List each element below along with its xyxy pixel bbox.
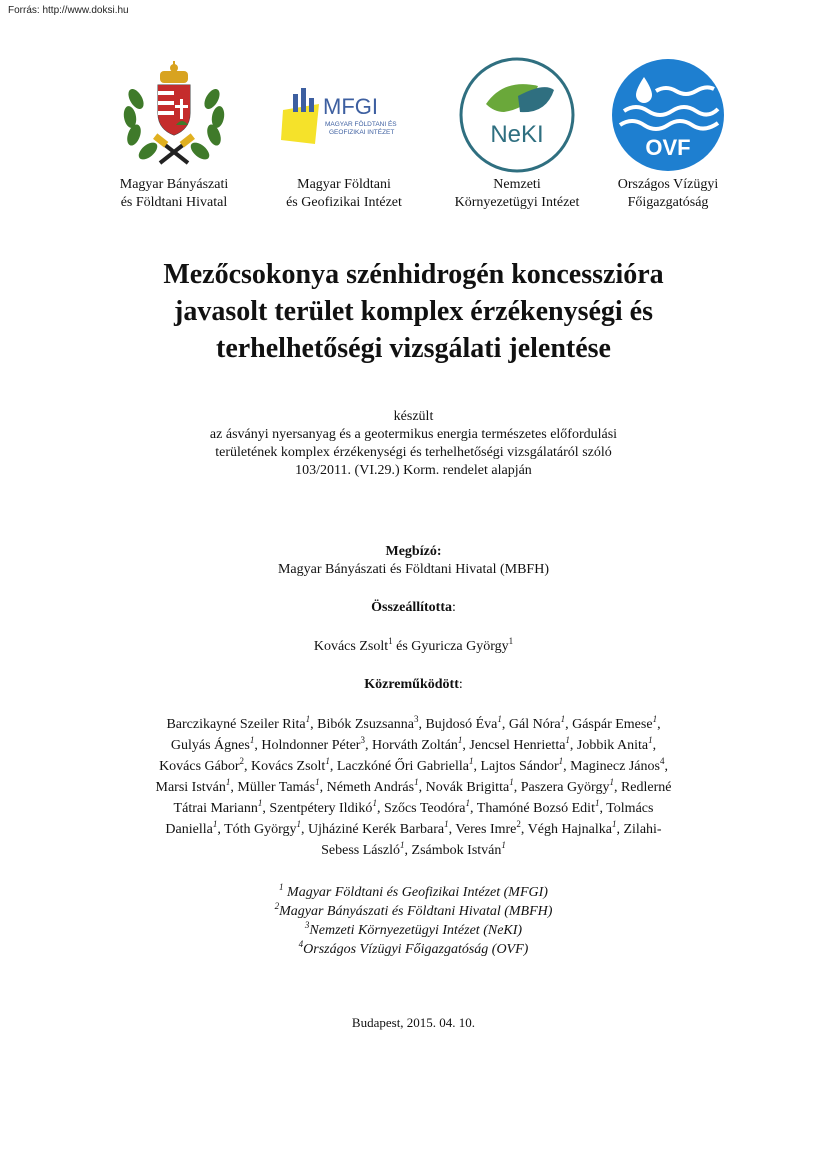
contributor-name: Végh Hajnalka [527, 822, 612, 837]
mfgi-logo [268, 56, 420, 174]
client-section [80, 543, 747, 579]
affiliation-mark: 1 [565, 735, 570, 745]
affiliation-mark: 1 [249, 735, 255, 745]
affiliation-mark: 1 [509, 777, 514, 787]
affiliation-mark: 1 [325, 756, 330, 766]
affiliation-item: $^4$Országos Vízügyi Főigazgatóság (OVF) [298, 939, 529, 957]
contributor-name: Müller Tamás [237, 780, 316, 795]
contributor-name: Kovács Gábor [159, 759, 240, 774]
contributor-name: Barczikayné Szeiler Rita [166, 717, 306, 732]
client-label: Megbízó: [385, 544, 442, 559]
contributor-name: Horváth Zoltán [371, 738, 458, 753]
contributor-name: Holndonner Péter [261, 738, 361, 753]
affiliation-mark: 1 [465, 798, 471, 808]
source-note: Forrás: http://www.doksi.hu [8, 5, 129, 16]
affiliation-mark: 1 [444, 819, 449, 829]
affiliation-mark: 2 [239, 756, 245, 766]
contributors-line: Daniella$^1$, Tóth György$^1$, Ujháziné Kerék Barbara$^1$, Veres Imre$^2$, Végh Hajnalka$^1$, Zilahi- [165, 819, 662, 837]
affiliation-mark: 1 [257, 798, 263, 808]
affiliation-mark: 3 [360, 735, 365, 745]
contributor-name: Tóth György [224, 822, 297, 837]
affiliation-mark: 1 [305, 714, 311, 724]
made-line: 103/2011. (VI.29.) Korm. rendelet alapján [295, 463, 532, 478]
affiliation-mark: 2 [516, 819, 521, 829]
contributor-name: Laczkóné Őri Gabriella [336, 759, 469, 774]
made-line: készült [393, 409, 434, 424]
contributor-name: Bujdosó Éva [425, 717, 498, 732]
contributor-name: Szentpétery Ildikó [269, 801, 373, 816]
affiliation-mark: 1 [296, 819, 302, 829]
affiliation-mark: 4 [659, 756, 665, 766]
affiliation-mark: 1 [648, 735, 653, 745]
mfgi-logo-sub1: MAGYAR FÖLDTANI ÉS [325, 121, 397, 128]
org-mfgi [268, 56, 420, 212]
contributor-name: Zsámbok István [411, 843, 502, 858]
contributor-name: Redlerné [620, 780, 672, 795]
org-name-line1: Országos Vízügyi [617, 177, 719, 192]
compiled-label: Összeállította [371, 600, 452, 615]
compiled-authors: Kovács Zsolt$^1$ és Gyuricza György$^1$ [313, 636, 514, 654]
contributor-name: Zilahi- [623, 822, 662, 837]
mfgi-logo-sub2: GEOFIZIKAI INTÉZET [329, 129, 395, 136]
affiliation-mark: 1 [414, 777, 419, 787]
contributor-name: Szőcs Teodóra [383, 801, 466, 816]
org-name-line1: Nemzeti [493, 177, 541, 192]
client-value: Magyar Bányászati és Földtani Hivatal (MBFH) [277, 562, 549, 577]
affiliation-mark: 1 [501, 840, 506, 850]
affiliation-mark: 3 [413, 714, 419, 724]
contributor-name: Tolmács [606, 801, 654, 816]
affiliation-mark: 1 [558, 756, 564, 766]
contributor-name: Maginecz János [570, 759, 660, 774]
contributor-name: Marsi István [155, 780, 226, 795]
affiliation-mark: 1 [457, 735, 463, 745]
mfgi-logo-text: MFGI [323, 94, 378, 119]
made-line: az ásványi nyersanyag és a geotermikus energia természetes előfordulási [209, 427, 618, 442]
affiliation-mark: 1 [497, 714, 502, 724]
affiliation-mark: 1 [560, 714, 566, 724]
contributor-name: Jencsel Henrietta [469, 738, 566, 753]
contributor-name: Jobbik Anita [576, 738, 649, 753]
contributors-list [96, 714, 731, 861]
ovf-logo [600, 56, 736, 174]
affiliation-mark: 1 [212, 819, 218, 829]
title-line: terhelhetőségi vizsgálati jelentése [216, 333, 611, 364]
affiliation-mark: 1 [652, 714, 658, 724]
contributor-name: Németh András [326, 780, 415, 795]
contributor-name: Daniella [165, 822, 213, 837]
contributors-line: Kovács Gábor$^2$, Kovács Zsolt$^1$, Laczkóné Őri Gabriella$^1$, Lajtos Sándor$^1$, Maginecz János$^4$, [159, 756, 668, 774]
contributors-line: Barczikayné Szeiler Rita$^1$, Bibók Zsuzsanna$^3$, Bujdosó Éva$^1$, Gál Nóra$^1$, Gáspár Emese$^1$, [166, 714, 661, 732]
org-ovf [600, 56, 736, 212]
prepared-under-text [100, 408, 727, 480]
contributed-label: Közreműködött [364, 677, 459, 692]
author-name: Gyuricza György [411, 639, 509, 654]
contributor-name: Kovács Zsolt [251, 759, 326, 774]
ovf-logo-text: OVF [645, 135, 691, 160]
author-name: Kovács Zsolt [313, 639, 389, 654]
affiliation-mark: 1 [225, 777, 231, 787]
contributor-name: Lajtos Sándor [480, 759, 559, 774]
affiliation-mark: 1 [315, 777, 320, 787]
affiliation-item: $^2$Magyar Bányászati és Földtani Hivatal (MBFH) [274, 901, 553, 919]
contributor-name: Gál Nóra [508, 717, 561, 732]
affiliation-mark: 1 [611, 819, 617, 829]
contributor-name: Paszera György [520, 780, 610, 795]
org-name-line2: és Geofizikai Intézet [286, 195, 402, 210]
org-neki [438, 56, 596, 212]
contributors-line: Tátrai Mariann$^1$, Szentpétery Ildikó$^1$, Szőcs Teodóra$^1$, Thamóné Bozsó Edit$^1$, Tolmács [173, 798, 654, 816]
contributor-name: Bibók Zsuzsanna [317, 717, 414, 732]
org-name-line2: Környezetügyi Intézet [454, 195, 580, 210]
contributor-name: Sebess László [321, 843, 401, 858]
org-name-line2: és Földtani Hivatal [120, 195, 228, 210]
org-name-line1: Magyar Bányászati [119, 177, 229, 192]
contributors-line: Marsi István$^1$, Müller Tamás$^1$, Németh András$^1$, Novák Brigitta$^1$, Paszera György$^1$, Redlerné [155, 777, 672, 795]
affiliation-item: $^3$Nemzeti Környezetügyi Intézet (NeKI) [304, 920, 523, 938]
affiliation-item: $^1$ Magyar Földtani és Geofizikai Intézet (MFGI) [279, 882, 548, 900]
affiliation-mark: 1 [594, 798, 600, 808]
contributor-name: Thamóné Bozsó Edit [476, 801, 595, 816]
org-mbfh [100, 56, 248, 212]
contributor-name: Tátrai Mariann [173, 801, 258, 816]
affiliations-list [150, 883, 677, 959]
org-name-line1: Magyar Földtani [297, 177, 391, 192]
affiliation-mark: 1 [468, 756, 474, 766]
logo-header [0, 56, 827, 221]
made-line: területének komplex érzékenységi és terhelhetőségi vizsgálatáról szóló [215, 445, 612, 460]
document-title [100, 256, 727, 367]
neki-logo-text: NeKI [490, 121, 544, 148]
contributed-label-row: Közreműködött: [364, 677, 463, 692]
contributor-name: Gáspár Emese [572, 717, 653, 732]
neki-logo [438, 56, 596, 174]
affiliation-mark: 1 [609, 777, 614, 787]
affiliation-mark: 1 [400, 840, 405, 850]
title-line: javasolt terület komplex érzékenységi és [174, 296, 653, 327]
contributors-line: Gulyás Ágnes$^1$, Holndonner Péter$^3$, Horváth Zoltán$^1$, Jencsel Henrietta$^1$, Jobbik Anita$^1$, [170, 735, 657, 753]
contributors-line: Sebess László$^1$, Zsámbok István$^1$ [321, 840, 506, 858]
title-line: Mezőcsokonya szénhidrogén koncesszióra [163, 259, 664, 290]
contributor-name: Veres Imre [455, 822, 517, 837]
mbfh-crest-logo [100, 56, 248, 174]
document-date: Budapest, 2015. 04. 10. [351, 1015, 476, 1030]
compiled-label-row: Összeállította: [371, 600, 456, 615]
contributor-name: Ujháziné Kerék Barbara [308, 822, 445, 837]
contributor-name: Novák Brigitta [425, 780, 510, 795]
affiliation-mark: 1 [372, 798, 377, 808]
contributor-name: Gulyás Ágnes [170, 738, 250, 753]
org-name-line2: Főigazgatóság [627, 195, 709, 210]
